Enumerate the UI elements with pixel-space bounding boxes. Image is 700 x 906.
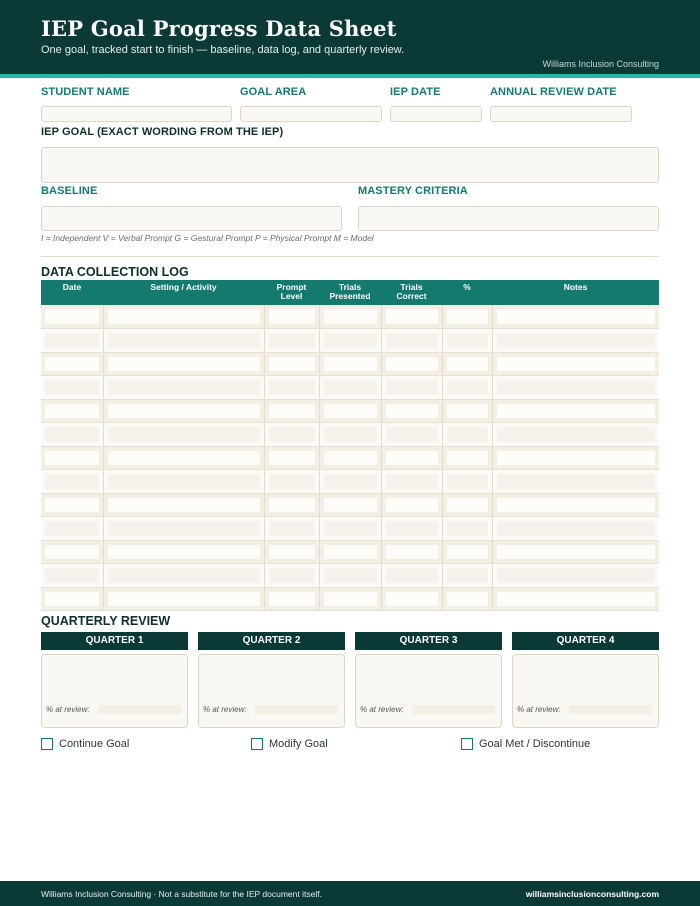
- cell-input[interactable]: [269, 545, 315, 560]
- cell-input[interactable]: [447, 427, 488, 442]
- table-cell[interactable]: [103, 329, 264, 353]
- cell-input[interactable]: [497, 451, 656, 466]
- table-cell[interactable]: [319, 517, 381, 541]
- table-cell[interactable]: [319, 352, 381, 376]
- cell-input[interactable]: [108, 357, 260, 372]
- table-cell[interactable]: [381, 517, 442, 541]
- cell-input[interactable]: [386, 427, 438, 442]
- goal-met-checkbox[interactable]: [461, 738, 473, 750]
- table-cell[interactable]: [103, 470, 264, 494]
- data-collection-table: [41, 280, 659, 611]
- table-cell[interactable]: [442, 540, 492, 564]
- data-log-title: DATA COLLECTION LOG: [41, 265, 189, 279]
- column-header-setting: Setting / Activity: [103, 280, 264, 305]
- cell-input[interactable]: [269, 357, 315, 372]
- modify-goal-label: Modify Goal: [269, 738, 328, 750]
- table-cell[interactable]: [442, 517, 492, 541]
- cell-input[interactable]: [324, 568, 377, 583]
- quarter-1-notes-field[interactable]: [41, 654, 188, 728]
- table-cell[interactable]: [103, 564, 264, 588]
- cell-input[interactable]: [324, 545, 377, 560]
- table-cell[interactable]: [381, 305, 442, 329]
- table-row: [41, 305, 659, 329]
- table-cell[interactable]: [319, 329, 381, 353]
- iep-date-label: IEP DATE: [390, 86, 441, 98]
- table-cell[interactable]: [41, 376, 103, 400]
- cell-input[interactable]: [447, 498, 488, 513]
- column-header-trials-correct: Trials Correct: [381, 280, 442, 305]
- table-cell[interactable]: [442, 423, 492, 447]
- cell-input[interactable]: [324, 521, 377, 536]
- cell-input[interactable]: [447, 333, 488, 348]
- table-cell[interactable]: [442, 305, 492, 329]
- cell-input[interactable]: [497, 568, 656, 583]
- quarter-3-notes-field[interactable]: [355, 654, 502, 728]
- table-cell[interactable]: [442, 587, 492, 611]
- table-row: [41, 446, 659, 470]
- table-cell[interactable]: [381, 399, 442, 423]
- table-cell[interactable]: [442, 470, 492, 494]
- table-row: [41, 352, 659, 376]
- baseline-field[interactable]: [41, 206, 342, 231]
- cell-input[interactable]: [45, 427, 99, 442]
- cell-input[interactable]: [386, 568, 438, 583]
- cell-input[interactable]: [497, 521, 656, 536]
- quarter-2-notes-field[interactable]: [198, 654, 345, 728]
- table-cell[interactable]: [381, 423, 442, 447]
- cell-input[interactable]: [447, 568, 488, 583]
- cell-input[interactable]: [45, 498, 99, 513]
- table-cell[interactable]: [319, 564, 381, 588]
- table-cell[interactable]: [41, 587, 103, 611]
- goal-area-field[interactable]: [240, 106, 382, 122]
- table-cell[interactable]: [41, 517, 103, 541]
- table-cell[interactable]: [103, 399, 264, 423]
- cell-input[interactable]: [497, 333, 656, 348]
- cell-input[interactable]: [447, 404, 488, 419]
- column-header-percent: %: [442, 280, 492, 305]
- cell-input[interactable]: [447, 451, 488, 466]
- table-cell[interactable]: [319, 540, 381, 564]
- cell-input[interactable]: [447, 474, 488, 489]
- iep-goal-label: IEP GOAL (EXACT WORDING FROM THE IEP): [41, 126, 284, 138]
- header-accent-stripe: [0, 74, 700, 78]
- table-cell[interactable]: [103, 587, 264, 611]
- quarter-3-pct-label: % at review:: [360, 705, 404, 714]
- quarter-1-heading: QUARTER 1: [41, 632, 188, 650]
- cell-input[interactable]: [269, 404, 315, 419]
- table-cell[interactable]: [442, 493, 492, 517]
- cell-input[interactable]: [447, 545, 488, 560]
- cell-input[interactable]: [269, 498, 315, 513]
- table-cell[interactable]: [264, 376, 319, 400]
- brand-name: Williams Inclusion Consulting: [542, 59, 659, 69]
- quarter-4-notes-field[interactable]: [512, 654, 659, 728]
- table-cell[interactable]: [41, 423, 103, 447]
- table-cell[interactable]: [492, 329, 659, 353]
- table-cell[interactable]: [103, 446, 264, 470]
- table-cell[interactable]: [381, 470, 442, 494]
- table-cell[interactable]: [41, 540, 103, 564]
- table-row: [41, 329, 659, 353]
- table-row: [41, 564, 659, 588]
- table-cell[interactable]: [264, 470, 319, 494]
- cell-input[interactable]: [269, 309, 315, 324]
- continue-goal-option[interactable]: [41, 738, 129, 750]
- cell-input[interactable]: [497, 498, 656, 513]
- cell-input[interactable]: [108, 568, 260, 583]
- column-header-trials-presented: Trials Presented: [319, 280, 381, 305]
- cell-input[interactable]: [45, 592, 99, 607]
- table-cell[interactable]: [381, 587, 442, 611]
- table-cell[interactable]: [442, 564, 492, 588]
- cell-input[interactable]: [45, 333, 99, 348]
- quarter-3-card: [355, 632, 502, 728]
- table-cell[interactable]: [103, 517, 264, 541]
- cell-input[interactable]: [269, 474, 315, 489]
- table-cell[interactable]: [319, 376, 381, 400]
- quarter-4-card: [512, 632, 659, 728]
- cell-input[interactable]: [447, 592, 488, 607]
- table-cell[interactable]: [264, 587, 319, 611]
- cell-input[interactable]: [108, 498, 260, 513]
- cell-input[interactable]: [324, 380, 377, 395]
- student-name-field[interactable]: [41, 106, 232, 122]
- prompt-level-legend: I = Independent V = Verbal Prompt G = Gestural Prompt P = Physical Prompt M = Model: [41, 233, 374, 243]
- cell-input[interactable]: [447, 309, 488, 324]
- quarter-4-pct-field[interactable]: [569, 705, 652, 714]
- table-row: [41, 376, 659, 400]
- table-cell[interactable]: [492, 517, 659, 541]
- cell-input[interactable]: [497, 474, 656, 489]
- cell-input[interactable]: [324, 474, 377, 489]
- annual-review-date-label: ANNUAL REVIEW DATE: [490, 86, 617, 98]
- table-cell[interactable]: [103, 376, 264, 400]
- cell-input[interactable]: [324, 357, 377, 372]
- table-cell[interactable]: [103, 493, 264, 517]
- footer-disclaimer: Williams Inclusion Consulting · Not a substitute for the IEP document itself.: [41, 889, 322, 899]
- page-header: [0, 0, 700, 74]
- table-cell[interactable]: [41, 352, 103, 376]
- cell-input[interactable]: [45, 474, 99, 489]
- table-cell[interactable]: [103, 305, 264, 329]
- table-cell[interactable]: [264, 564, 319, 588]
- table-cell[interactable]: [492, 540, 659, 564]
- goal-area-label: GOAL AREA: [240, 86, 307, 98]
- cell-input[interactable]: [497, 592, 656, 607]
- cell-input[interactable]: [108, 545, 260, 560]
- table-cell[interactable]: [103, 423, 264, 447]
- iep-goal-field[interactable]: [41, 147, 659, 183]
- cell-input[interactable]: [269, 333, 315, 348]
- table-cell[interactable]: [103, 540, 264, 564]
- table-cell[interactable]: [381, 540, 442, 564]
- continue-goal-label: Continue Goal: [59, 738, 130, 750]
- cell-input[interactable]: [269, 380, 315, 395]
- cell-input[interactable]: [108, 404, 260, 419]
- table-cell[interactable]: [264, 399, 319, 423]
- table-cell[interactable]: [319, 493, 381, 517]
- table-cell[interactable]: [319, 446, 381, 470]
- quarter-1-pct-label: % at review:: [46, 705, 90, 714]
- annual-review-date-field[interactable]: [490, 106, 632, 122]
- table-cell[interactable]: [492, 305, 659, 329]
- page-title: IEP Goal Progress Data Sheet: [41, 16, 397, 41]
- cell-input[interactable]: [386, 451, 438, 466]
- table-cell[interactable]: [41, 305, 103, 329]
- cell-input[interactable]: [108, 427, 260, 442]
- cell-input[interactable]: [324, 404, 377, 419]
- table-cell[interactable]: [264, 517, 319, 541]
- cell-input[interactable]: [45, 451, 99, 466]
- quarter-1-pct-field[interactable]: [98, 705, 181, 714]
- cell-input[interactable]: [324, 498, 377, 513]
- cell-input[interactable]: [269, 521, 315, 536]
- cell-input[interactable]: [447, 521, 488, 536]
- cell-input[interactable]: [386, 545, 438, 560]
- quarter-2-heading: QUARTER 2: [198, 632, 345, 650]
- table-cell[interactable]: [492, 446, 659, 470]
- continue-goal-checkbox[interactable]: [41, 738, 53, 750]
- page-footer: [0, 881, 700, 906]
- table-cell[interactable]: [492, 376, 659, 400]
- section-divider: [41, 256, 659, 257]
- table-cell[interactable]: [264, 352, 319, 376]
- cell-input[interactable]: [497, 309, 656, 324]
- cell-input[interactable]: [108, 309, 260, 324]
- cell-input[interactable]: [386, 333, 438, 348]
- quarter-1-card: [41, 632, 188, 728]
- table-header-row: [41, 280, 659, 305]
- table-cell[interactable]: [381, 446, 442, 470]
- cell-input[interactable]: [497, 404, 656, 419]
- table-cell[interactable]: [492, 423, 659, 447]
- quarter-4-pct-label: % at review:: [517, 705, 561, 714]
- table-cell[interactable]: [492, 564, 659, 588]
- mastery-criteria-label: MASTERY CRITERIA: [358, 185, 468, 197]
- table-cell[interactable]: [41, 470, 103, 494]
- goal-met-label: Goal Met / Discontinue: [479, 738, 591, 750]
- cell-input[interactable]: [497, 427, 656, 442]
- table-cell[interactable]: [41, 564, 103, 588]
- table-cell[interactable]: [381, 564, 442, 588]
- table-cell[interactable]: [381, 376, 442, 400]
- table-cell[interactable]: [319, 399, 381, 423]
- table-cell[interactable]: [442, 399, 492, 423]
- table-cell[interactable]: [264, 423, 319, 447]
- cell-input[interactable]: [45, 357, 99, 372]
- cell-input[interactable]: [108, 592, 260, 607]
- cell-input[interactable]: [45, 545, 99, 560]
- table-cell[interactable]: [492, 493, 659, 517]
- cell-input[interactable]: [269, 427, 315, 442]
- quarter-2-pct-field[interactable]: [255, 705, 338, 714]
- cell-input[interactable]: [386, 404, 438, 419]
- table-cell[interactable]: [442, 329, 492, 353]
- quarter-4-heading: QUARTER 4: [512, 632, 659, 650]
- cell-input[interactable]: [45, 380, 99, 395]
- table-cell[interactable]: [41, 493, 103, 517]
- quarter-2-pct-label: % at review:: [203, 705, 247, 714]
- cell-input[interactable]: [45, 568, 99, 583]
- cell-input[interactable]: [386, 309, 438, 324]
- table-row: [41, 540, 659, 564]
- cell-input[interactable]: [108, 380, 260, 395]
- cell-input[interactable]: [269, 451, 315, 466]
- table-row: [41, 587, 659, 611]
- table-cell[interactable]: [319, 587, 381, 611]
- cell-input[interactable]: [324, 451, 377, 466]
- footer-website[interactable]: williamsinclusionconsulting.com: [525, 889, 659, 899]
- iep-date-field[interactable]: [390, 106, 482, 122]
- table-row: [41, 399, 659, 423]
- table-cell[interactable]: [264, 540, 319, 564]
- cell-input[interactable]: [45, 309, 99, 324]
- cell-input[interactable]: [386, 357, 438, 372]
- cell-input[interactable]: [45, 404, 99, 419]
- modify-goal-option[interactable]: [251, 738, 328, 750]
- cell-input[interactable]: [108, 474, 260, 489]
- table-cell[interactable]: [492, 352, 659, 376]
- quarterly-review-title: QUARTERLY REVIEW: [41, 614, 171, 628]
- table-cell[interactable]: [381, 493, 442, 517]
- goal-met-option[interactable]: [461, 738, 590, 750]
- table-cell[interactable]: [381, 352, 442, 376]
- table-cell[interactable]: [442, 446, 492, 470]
- table-cell[interactable]: [492, 587, 659, 611]
- cell-input[interactable]: [497, 357, 656, 372]
- cell-input[interactable]: [386, 521, 438, 536]
- table-cell[interactable]: [492, 399, 659, 423]
- cell-input[interactable]: [324, 309, 377, 324]
- column-header-date: Date: [41, 280, 103, 305]
- table-cell[interactable]: [264, 329, 319, 353]
- cell-input[interactable]: [447, 380, 488, 395]
- baseline-label: BASELINE: [41, 185, 98, 197]
- cell-input[interactable]: [386, 380, 438, 395]
- cell-input[interactable]: [497, 380, 656, 395]
- table-row: [41, 423, 659, 447]
- table-cell[interactable]: [103, 352, 264, 376]
- table-cell[interactable]: [319, 423, 381, 447]
- cell-input[interactable]: [447, 357, 488, 372]
- table-row: [41, 517, 659, 541]
- table-cell[interactable]: [319, 305, 381, 329]
- student-name-label: STUDENT NAME: [41, 86, 130, 98]
- table-cell[interactable]: [264, 305, 319, 329]
- column-header-notes: Notes: [492, 280, 659, 305]
- table-cell[interactable]: [41, 399, 103, 423]
- quarter-2-card: [198, 632, 345, 728]
- table-cell[interactable]: [41, 329, 103, 353]
- table-cell[interactable]: [264, 493, 319, 517]
- quarter-3-pct-field[interactable]: [412, 705, 495, 714]
- cell-input[interactable]: [45, 521, 99, 536]
- table-cell[interactable]: [492, 470, 659, 494]
- table-cell[interactable]: [381, 329, 442, 353]
- column-header-prompt-level: Prompt Level: [264, 280, 319, 305]
- page-subtitle: One goal, tracked start to finish — baseline, data log, and quarterly review.: [41, 44, 405, 56]
- table-cell[interactable]: [442, 352, 492, 376]
- table-cell[interactable]: [264, 446, 319, 470]
- mastery-criteria-field[interactable]: [358, 206, 659, 231]
- modify-goal-checkbox[interactable]: [251, 738, 263, 750]
- cell-input[interactable]: [269, 568, 315, 583]
- table-cell[interactable]: [319, 470, 381, 494]
- table-row: [41, 470, 659, 494]
- quarter-3-heading: QUARTER 3: [355, 632, 502, 650]
- cell-input[interactable]: [269, 592, 315, 607]
- cell-input[interactable]: [386, 474, 438, 489]
- cell-input[interactable]: [497, 545, 656, 560]
- cell-input[interactable]: [108, 521, 260, 536]
- cell-input[interactable]: [108, 451, 260, 466]
- cell-input[interactable]: [386, 498, 438, 513]
- cell-input[interactable]: [324, 333, 377, 348]
- cell-input[interactable]: [324, 592, 377, 607]
- table-row: [41, 493, 659, 517]
- table-cell[interactable]: [41, 446, 103, 470]
- table-cell[interactable]: [442, 376, 492, 400]
- cell-input[interactable]: [324, 427, 377, 442]
- cell-input[interactable]: [386, 592, 438, 607]
- cell-input[interactable]: [108, 333, 260, 348]
